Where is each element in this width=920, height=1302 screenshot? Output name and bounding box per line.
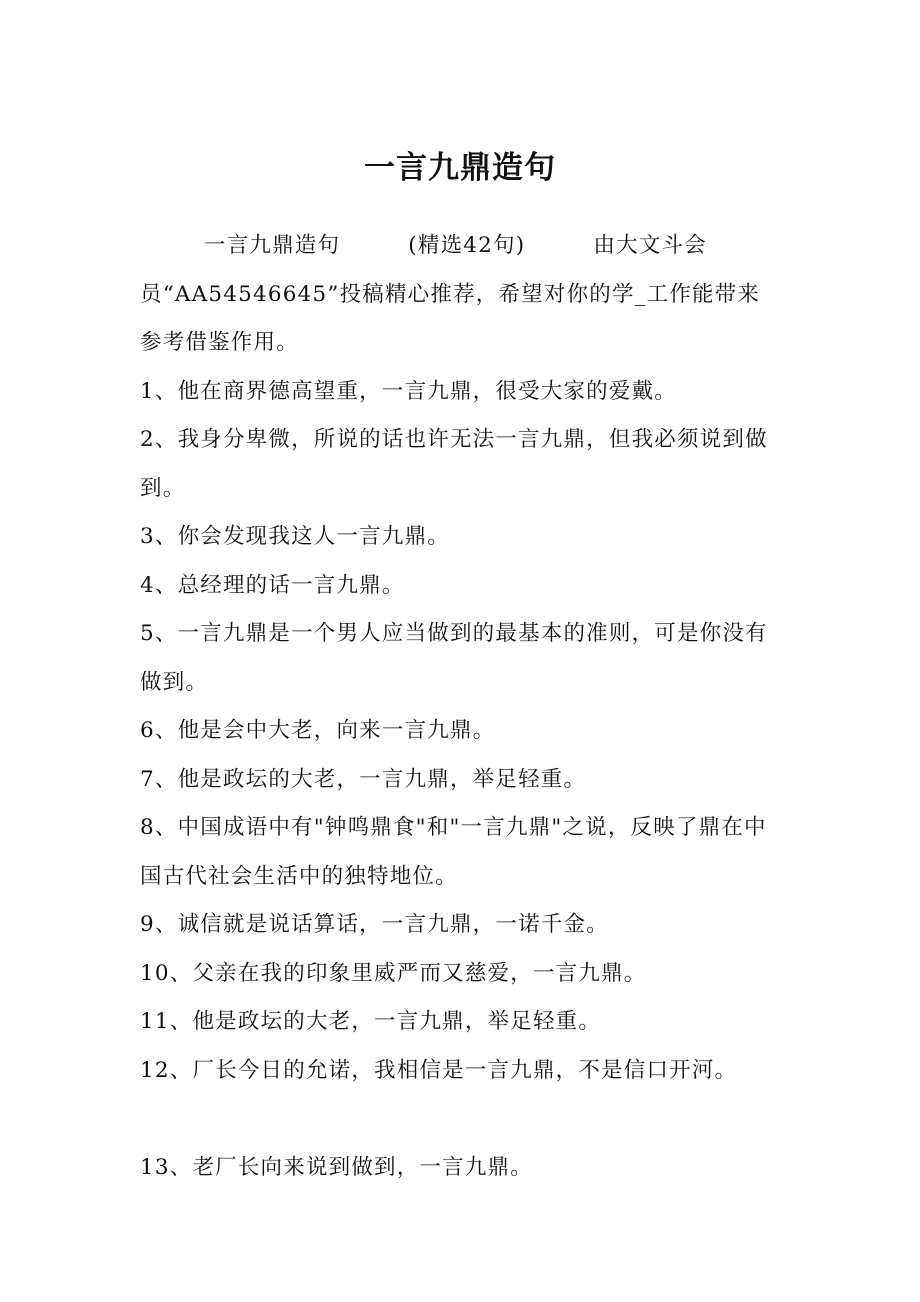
sentence-1: 1、他在商界德高望重，一言九鼎，很受大家的爱戴。	[140, 378, 677, 404]
document-body	[140, 222, 780, 1192]
sentence-8: 8、中国成语中有"钟鸣鼎食"和"一言九鼎"之说，反映了鼎在中国古代社会生活中的独特地位。	[140, 815, 767, 889]
sentence-2: 2、我身分卑微，所说的话也许无法一言九鼎，但我必须说到做到。	[140, 427, 768, 501]
sentence-13: 13、老厂长向来说到做到，一言九鼎。	[140, 1154, 533, 1180]
sentence-9: 9、诚信就是说话算话，一言九鼎，一诺千金。	[140, 912, 609, 937]
sentence-12: 12、厂长今日的允诺，我相信是一言九鼎，不是信口开河。	[140, 1057, 738, 1083]
sentence-6: 6、他是会中大老，向来一言九鼎。	[140, 718, 496, 743]
sentence-3: 3、你会发现我这人一言九鼎。	[140, 524, 450, 549]
sentence-11: 11、他是政坛的大老，一言九鼎，举足轻重。	[140, 1009, 602, 1034]
sentence-5: 5、一言九鼎是一个男人应当做到的最基本的准则，可是你没有做到。	[140, 621, 768, 695]
sentence-7: 7、他是政坛的大老，一言九鼎，举足轻重。	[140, 766, 587, 792]
sentence-10: 10、父亲在我的印象里威严而又慈爱，一言九鼎。	[140, 960, 647, 986]
paragraph-gap	[140, 1095, 780, 1144]
sentence-4: 4、总经理的话一言九鼎。	[140, 572, 405, 598]
intro-paragraph: 一言九鼎造句 (精选42句) 由大文斗会员“AA54546645”投稿精心推荐，希望对你的学_工作能带来参考借鉴作用。	[140, 233, 761, 355]
document-title: 一言九鼎造句	[364, 150, 556, 186]
